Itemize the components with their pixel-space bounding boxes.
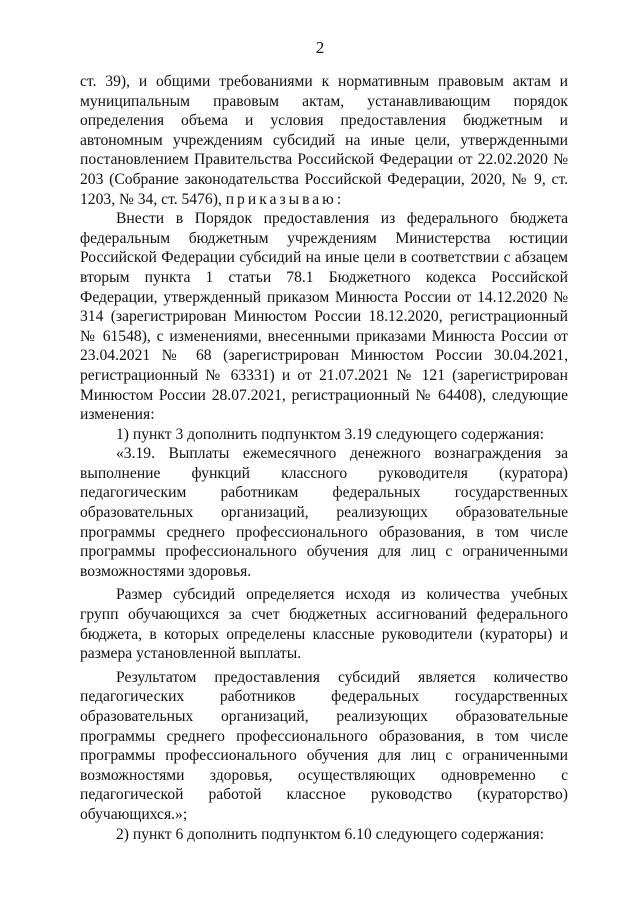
page-number: 2 xyxy=(315,38,325,57)
document-body xyxy=(80,72,568,844)
paragraph-amendment-intro: Внести в Порядок предоставления из федерального бюджета федеральным бюджетным учреждениям Министерства юстиции Российской Федерации субсидий на иные цели в соответствии с абзацем вторым пункта 1 статьи 78.1 Бюджетного кодекса Российской Федерации, утвержденный приказом Минюста России от 14.12.2020 № 314 (зарегистрирован Минюстом России 18.12.2020, регистрационный № 61548), с изменениями, внесенными приказами Минюста России от 23.04.2021 № 68 (зарегистрирован Минюстом России 30.04.2021, регистрационный № 63331) и от 21.07.2021 № 121 (зарегистрирован Минюстом России 28.07.2021, регистрационный № 64408), следующие изменения: xyxy=(80,210,568,424)
paragraph-subsidy-result: Результатом предоставления субсидий является количество педагогических работников федеральных государственных образовательных организаций, реализующих образовательные программы среднего профессионального образования, в том числе программы профессионального обучения для лиц с ограниченными возможностями здоровья, осуществляющих одновременно с педагогической работой классное руководство (кураторство) обучающихся.»; xyxy=(80,668,568,823)
order-word: приказываю: xyxy=(225,190,345,208)
paragraph-item-1: 1) пункт 3 дополнить подпунктом 3.19 следующего содержания: xyxy=(116,425,544,443)
paragraph-subsidy-size: Размер субсидий определяется исходя из количества учебных групп обучающихся за счет бюджетных ассигнований федерального бюджета, в которых определены классные руководители (кураторы) и размера установленной выплаты. xyxy=(80,586,568,663)
paragraph-item-2: 2) пункт 6 дополнить подпунктом 6.10 следующего содержания: xyxy=(116,825,544,843)
legal-basis-text: ст. 39), и общими требованиями к нормативным правовым актам и муниципальным правовым актам, устанавливающим порядок определения объема и условия предоставления бюджетным и автономным учреждениям субсидий на иные цели, утвержденными постановлением Правительства Российской Федерации от 22.02.2020 № 203 (Собрание законодательства Российской Федерации, 2020, № 9, ст. 1203, № 34, ст. 5476), xyxy=(80,73,568,208)
paragraph-subitem-3-19: «3.19. Выплаты ежемесячного денежного вознаграждения за выполнение функций классного руководителя (куратора) педагогическим работникам федеральных государственных образовательных организаций, реализующих образовательные программы среднего профессионального образования, в том числе программы профессионального обучения для лиц с ограниченными возможностями здоровья. xyxy=(80,445,568,580)
paragraph-legal-basis xyxy=(80,72,568,209)
